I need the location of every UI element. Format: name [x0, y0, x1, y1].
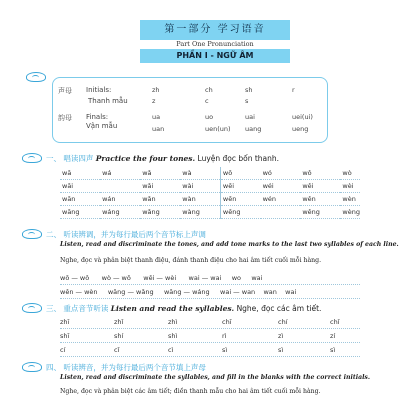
syllable: wén [261, 193, 301, 206]
syllable: wā [60, 167, 100, 180]
final-ua: ua [152, 113, 161, 121]
table-row [60, 206, 360, 219]
syllable: wéi [261, 180, 301, 193]
section-banner [140, 20, 290, 64]
final-uai: uai [245, 113, 255, 121]
final-ueng: ueng [292, 125, 309, 133]
syllable: sì [222, 346, 228, 354]
final-uang: uang [245, 125, 262, 133]
initial-s: s [245, 97, 249, 105]
finals-label-en: Finals: [86, 113, 109, 121]
pair: wai [251, 274, 263, 282]
syllable: zhì [168, 318, 178, 326]
syllable: chí [278, 318, 288, 326]
section4-en: Listen, read and discriminate the syllables, and fill in the blanks with the correct initials. [60, 374, 371, 381]
syllable: wēng [220, 206, 260, 219]
tone-table [60, 167, 360, 219]
syllable: wǎi [140, 180, 180, 193]
table-row [60, 193, 360, 206]
initial-zh: zh [152, 86, 160, 94]
syllable: zhǐ [114, 318, 124, 326]
banner-title-vi: PHẦN I - NGỮ ÂM [140, 49, 290, 63]
pair: wō — wǒ [60, 274, 90, 282]
banner-subtitle-en: Part One Pronunciation [176, 40, 254, 48]
divider [60, 356, 360, 357]
section1-vi: Luyện đọc bốn thanh. [197, 154, 280, 163]
initials-label-cn: 声母 [58, 87, 72, 95]
divider [60, 328, 360, 329]
section4-heading [46, 362, 206, 373]
syllable: cí [60, 346, 66, 354]
section2-row2 [60, 288, 296, 296]
section2-vi: Nghe, đọc và phân biệt thanh điệu, đánh thanh điệu cho hai âm tiết cuối mỗi hàng. [60, 257, 322, 264]
final-uo: uo [205, 113, 214, 121]
syllable: wèn [340, 193, 360, 206]
syllable: zì [278, 332, 284, 340]
section3-num: 三、 [46, 304, 61, 313]
pair: wāng — wáng [163, 288, 210, 296]
section3-en: Listen and read the syllables. [110, 304, 235, 313]
syllable: wāi [60, 180, 100, 193]
initials-label-vi: Thanh mẫu [88, 97, 128, 105]
section1-heading [46, 153, 279, 164]
initial-r: r [292, 86, 295, 94]
section2-num: 二、 [46, 230, 61, 239]
table-row [60, 180, 360, 193]
divider [60, 298, 360, 299]
syllable: wàn [180, 193, 220, 206]
syllable: wán [100, 193, 140, 206]
section4-vi: Nghe, đọc và phân biệt các âm tiết; điền thanh mẫu cho hai âm tiết cuối mỗi hàng. [60, 388, 321, 395]
pair: wo [231, 274, 242, 282]
syllable: wǎ [140, 167, 180, 180]
initial-ch: ch [205, 86, 213, 94]
syllable: wà [180, 167, 220, 180]
headphones-icon[interactable] [22, 229, 42, 239]
section2-heading [46, 229, 206, 240]
section2-en: Listen, read and discriminate the tones, and add tone marks to the last two syllables of each line. [60, 241, 399, 248]
pair: wēi — wèi [143, 274, 177, 282]
syllable: wǎng [140, 206, 180, 219]
syllable: wēn [220, 193, 260, 206]
pair: wan [263, 288, 277, 296]
syllable: sì [278, 346, 284, 354]
finals-label-vi: Vận mẫu [86, 122, 118, 130]
syllable: wò [340, 167, 360, 180]
finals-label-cn: 韵母 [58, 114, 72, 122]
section2-cn: 听读辨调，并为每行最后两个音节标上声调 [63, 230, 206, 239]
syllable: shí [114, 332, 124, 340]
syllable: wěi [300, 180, 340, 193]
syllable [100, 180, 140, 193]
syllable: rì [222, 332, 227, 340]
pair: wai — wai [188, 274, 222, 282]
syllable: wēi [220, 180, 260, 193]
final-uan: uan [152, 125, 165, 133]
section1-cn: 唱读四声 [63, 154, 94, 163]
syllable: wèng [340, 206, 360, 219]
section1-num: 一、 [46, 154, 61, 163]
syllable: wǎn [140, 193, 180, 206]
section4-cn: 听读辨音，并为每行最后两个音节填上声母 [63, 363, 206, 372]
syllable: chī [222, 318, 232, 326]
headphones-icon[interactable] [26, 72, 46, 82]
syllable: cì [168, 346, 174, 354]
pair: wai [285, 288, 297, 296]
syllable: wāng [60, 206, 100, 219]
syllable: wàng [180, 206, 220, 219]
pair: wai — wan [220, 288, 256, 296]
syllable: chǐ [330, 318, 340, 326]
initial-z: z [152, 97, 156, 105]
pair: wěn — wèn [60, 288, 98, 296]
divider [60, 342, 360, 343]
syllable: wō [220, 167, 260, 180]
syllable: wá [100, 167, 140, 180]
section3-heading [46, 303, 321, 314]
banner-title-cn: 第一部分 学习语音 [140, 20, 290, 40]
syllable: wó [261, 167, 301, 180]
section3-cn: 重点音节听读 [63, 304, 109, 313]
syllable: wǒ [300, 167, 340, 180]
pair: wò — wō [101, 274, 131, 282]
syllable: wèi [340, 180, 360, 193]
table-row [60, 167, 360, 180]
section4-num: 四、 [46, 363, 61, 372]
initial-sh: sh [245, 86, 253, 94]
section3-vi: Nghe, đọc các âm tiết. [236, 304, 322, 313]
final-uei: uei(ui) [292, 113, 313, 121]
syllable: shì [168, 332, 178, 340]
syllable: sì [330, 346, 336, 354]
pair: wāng — wǎng [107, 288, 154, 296]
headphones-icon[interactable] [22, 153, 42, 163]
final-uen: uen(un) [205, 125, 231, 133]
syllable: zí [330, 332, 336, 340]
syllable: zhī [60, 318, 70, 326]
syllable: cǐ [114, 346, 120, 354]
syllable: wáng [100, 206, 140, 219]
section1-en: Practice the four tones. [95, 154, 196, 163]
syllable: wěng [300, 206, 340, 219]
initial-c: c [205, 97, 209, 105]
section2-row1 [60, 274, 262, 282]
syllable [261, 206, 301, 219]
initials-label-en: Initials: [86, 86, 112, 94]
headphones-icon[interactable] [22, 303, 42, 313]
headphones-icon[interactable] [22, 362, 42, 372]
syllable: wān [60, 193, 100, 206]
syllable: wài [180, 180, 220, 193]
divider [60, 284, 360, 285]
syllable: wěn [300, 193, 340, 206]
syllable: shī [60, 332, 70, 340]
